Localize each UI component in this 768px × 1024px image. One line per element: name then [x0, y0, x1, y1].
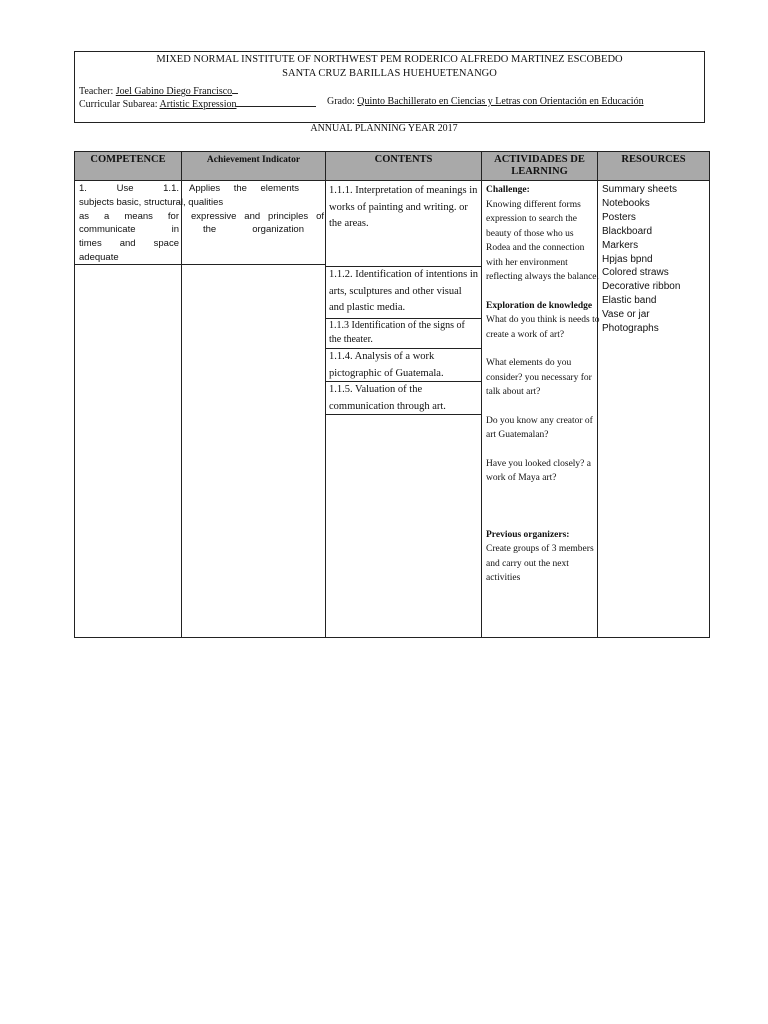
institute-name: MIXED NORMAL INSTITUTE OF NORTHWEST PEM RODERICO ALFREDO MARTINEZ ESCOBEDO: [156, 54, 623, 65]
grado-label: Grado:: [327, 96, 355, 107]
question-2: What elements do you consider? you necessary for talk about art?: [486, 358, 592, 397]
resource-item: Photographs: [602, 323, 659, 335]
content-item-4: 1.1.4. Analysis of a work pictographic of Guatemala.: [326, 349, 481, 382]
competence-line: times and space: [79, 238, 179, 250]
planning-table: [74, 151, 710, 638]
institute-location: SANTA CRUZ BARILLAS HUEHUETENANGO: [282, 68, 497, 79]
header-activities: ACTIVIDADES DE LEARNING: [482, 152, 598, 181]
activities-block: [486, 183, 600, 586]
resource-item: Colored straws: [602, 267, 669, 279]
indicator-line: expressive and principles of: [191, 210, 324, 222]
document-header: [74, 51, 705, 123]
col-indicator: [182, 181, 326, 637]
header-contents: CONTENTS: [326, 152, 482, 181]
resource-item: Elastic band: [602, 295, 657, 307]
grado-row: [327, 96, 644, 108]
resource-item: Summary sheets: [602, 184, 678, 195]
indicator-line: Applies the elements: [189, 183, 299, 194]
resource-item: Posters: [602, 211, 636, 223]
resource-item: Markers: [602, 239, 639, 251]
question-4: Have you looked closely? a work of Maya art?: [486, 458, 591, 483]
teacher-label: Teacher:: [79, 86, 114, 97]
resource-item: Hpjas bpnd: [602, 253, 653, 265]
content-item-5: 1.1.5. Valuation of the communication through art.: [326, 382, 481, 415]
indicator-line: the organization: [203, 224, 304, 236]
subarea-label: Curricular Subarea:: [79, 99, 158, 110]
challenge-text: Knowing different forms expression to search the beauty of those who us Rodea and the connection with her environment reflecting always the balance.: [486, 199, 599, 282]
subarea-underline: [236, 96, 316, 107]
organizers-title: Previous organizers:: [486, 529, 570, 540]
content-item-2: 1.1.2. Identification of intentions in arts, sculptures and other visual and plastic media.: [326, 267, 481, 319]
header-indicator: Achievement Indicator: [182, 152, 326, 181]
header-competence: COMPETENCE: [75, 152, 182, 181]
organizers-text: Create groups of 3 members and carry out the next activities: [486, 544, 594, 583]
content-item-3: 1.1.3 Identification of the signs of the theater.: [326, 319, 481, 349]
resources-list: [602, 183, 710, 336]
exploration-title: Exploration de knowledge: [486, 300, 593, 311]
teacher-name: Joel Gabino Diego Francisco: [115, 86, 233, 97]
question-3: Do you know any creator of art Guatemalan?: [486, 415, 593, 440]
question-1: What do you think is needs to create a work of art?: [486, 315, 600, 340]
header-resources: RESOURCES: [598, 152, 709, 181]
subarea-row: [79, 96, 316, 111]
competence-line: adequate: [79, 251, 119, 263]
indicator-text: [189, 182, 324, 237]
resource-item: Vase or jar: [602, 309, 650, 321]
grado-value: Quinto Bachillerato en Ciencias y Letras con Orientación en Educación: [357, 96, 644, 107]
content-item-1: 1.1.1. Interpretation of meanings in works of painting and writing. or the areas.: [326, 181, 481, 267]
competence-line: 1. Use 1.1.: [79, 183, 179, 194]
plan-title: ANNUAL PLANNING YEAR 2017: [310, 123, 458, 134]
resource-item: Blackboard: [602, 225, 653, 237]
competence-line: as a means for: [79, 210, 179, 222]
competence-line: communicate in: [79, 224, 179, 236]
teacher-underline: [232, 83, 238, 94]
competence-line: subjects basic, structural, qualities: [79, 196, 224, 208]
competence-text: [79, 182, 224, 265]
subarea-value: Artistic Expression: [159, 99, 237, 110]
challenge-title: Challenge:: [486, 185, 530, 195]
resource-item: Decorative ribbon: [602, 281, 681, 293]
resource-item: Notebooks: [602, 197, 650, 209]
